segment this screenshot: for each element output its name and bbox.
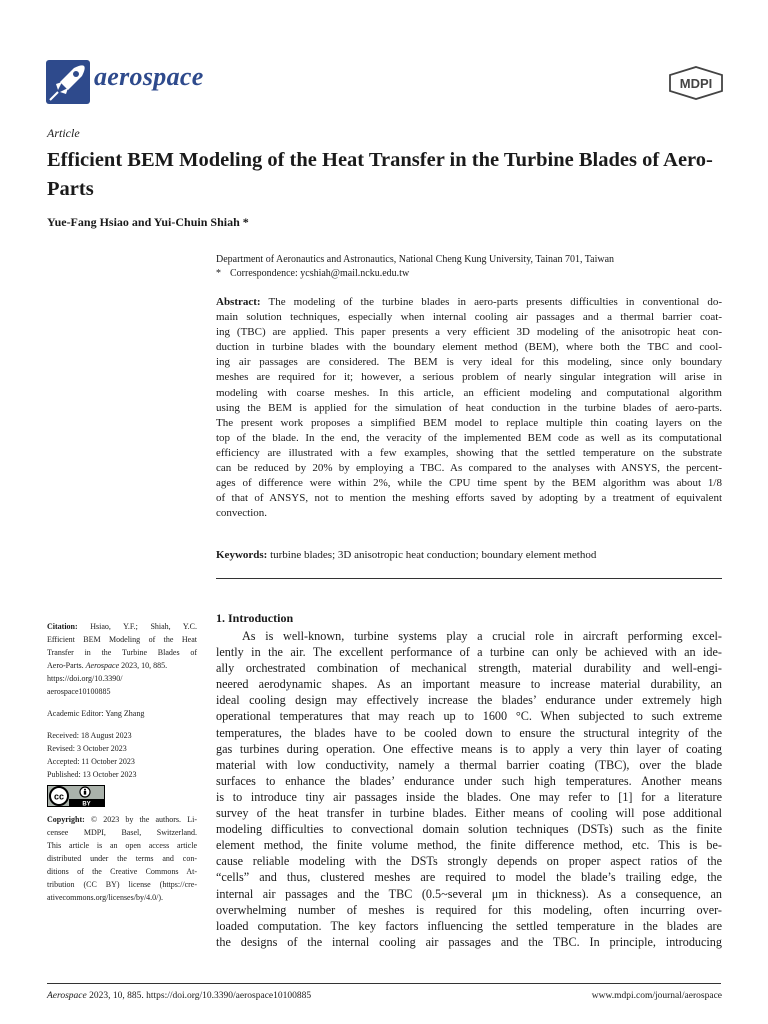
copyright-block: Copyright: © 2023 by the authors. Li- censee MDPI, Basel, Switzerland. This article is an open access article distributed under the terms and con- ditions of the Creative Commons At- tribution (CC BY) license (https://cre- ativecommons.org/licenses/by/4.0/). [47, 815, 197, 902]
body-line: operational temperatures that may reach up to 1600 °C. When subjected to such extreme [216, 709, 722, 724]
abstract-line: modeling with coarse meshes. In this article, an efficient modeling and computational algorithm [216, 386, 722, 399]
abstract-line: meshes are required for it; however, a serious problem of nearly singular integration will arise in [216, 371, 722, 384]
abstract-line: efficiency are illustrated with a few examples, showing that the settled temperature on the substrate [216, 446, 722, 459]
dates-block [47, 729, 197, 781]
abstract-line: duction in turbine blades with the boundary element method (BEM), where both the TBC and cool- [216, 341, 722, 354]
abstract-line: can be reduced by 20% by employing a TBC. As compared to the analyses with ANSYS, the percent- [216, 462, 722, 475]
body-line: gas turbines during operation. One effective means is to apply a very thin layer of coating [216, 741, 722, 756]
body-line: overwhelming number of meshes is required for this modeling, often incurring over- [216, 902, 722, 917]
body-line: material with low conductivity, namely a thermal barrier coating (TBC), over the blade [216, 757, 722, 772]
author-list: Yue-Fang Hsiao and Yui-Chuin Shiah * [47, 215, 249, 229]
mdpi-logo-icon [668, 66, 724, 100]
footer-doi-link[interactable]: 2023, 10, 885. https://doi.org/10.3390/aerospace10100885 [89, 991, 312, 1001]
publisher-name: MDPI [679, 76, 713, 91]
keywords-text: turbine blades; 3D anisotropic heat conduction; boundary element method [270, 549, 597, 561]
citation-doi-link[interactable]: https://doi.org/10.3390/ [47, 674, 123, 683]
body-line: is to introduce tiny air passages inside the blades. One may refer to [1] for a literature [216, 789, 722, 804]
revised-date: Revised: 3 October 2023 [47, 744, 127, 753]
abstract-line: main solution techniques, especially when internal cooling air passages and a thermal barrier coat- [216, 311, 722, 324]
body-line: neered aerodynamic shapes. As an important measure to increase material durability, an [216, 677, 722, 692]
body-line: ally orchestrated combination of mechanical strength, material durability and well-engi- [216, 661, 722, 676]
article-info-sidebar [47, 620, 197, 913]
journal-name: aerospace [94, 62, 204, 91]
license-link[interactable]: ativecommons.org/licenses/by/4.0/). [47, 893, 164, 902]
body-line: As is well-known, turbine systems play a crucial role in aircraft performing excel- [242, 629, 722, 643]
academic-editor: Academic Editor: Yang Zhang [47, 709, 145, 718]
footer-journal-url[interactable]: www.mdpi.com/journal/aerospace [591, 991, 722, 1001]
abstract [216, 295, 722, 521]
abstract-label: Abstract: [216, 296, 261, 308]
article-type: Article [47, 126, 80, 140]
footer-citation [47, 991, 311, 1001]
body-line: survey of the heat transfer in turbine blades. Either means of cooling will pose additional [216, 806, 722, 821]
copyright-label: Copyright: [47, 815, 85, 824]
abstract-line: convection. [216, 507, 268, 520]
body-line: loaded computation. The key factors influencing the settled temperature in the blades are [216, 918, 722, 933]
abstract-line: ing air passages are considered. The BEM is very ideal for this modeling, since only boundary [216, 356, 722, 369]
abstract-line: ages of difference were within 2%, while the CPU time spent by the BEM algorithm was about 1/8 [216, 477, 722, 490]
body-line: modeling difficulties to convectional domain solution techniques (DSTs) such as the finite [216, 822, 722, 837]
citation-label: Citation: [47, 622, 78, 631]
correspondence-mark: * [216, 268, 221, 279]
section-divider [216, 578, 722, 579]
abstract-line: The present work proposes a simplified BEM model to replace multiple thin coating layers on the [216, 416, 722, 429]
rocket-logo-icon [46, 60, 90, 104]
abstract-line: using the BEM is applied for the simulation of heat conduction in the turbine blades of aero-parts. [216, 401, 722, 414]
section-heading: 1. Introduction [216, 611, 294, 625]
body-line: element method, the finite volume method, the finite difference method, etc. This is be- [216, 838, 722, 853]
body-line: surfaces to enhance the blades’ endurance under such high temperatures. Another means [216, 773, 722, 788]
cc-by-license-icon[interactable] [47, 785, 105, 807]
affiliation: Department of Aeronautics and Astronautics, National Cheng Kung University, Tainan 701, Taiwan [216, 254, 615, 265]
correspondence [216, 267, 409, 281]
introduction-body [216, 628, 722, 950]
keywords-label: Keywords: [216, 549, 268, 561]
keywords [216, 548, 722, 563]
footer-journal: Aerospace [47, 991, 87, 1001]
body-line: cause reliable modeling with the DSTs strongly depends on proper aspect ratios of the [216, 854, 722, 869]
received-date: Received: 18 August 2023 [47, 731, 132, 740]
abstract-line: ing (TBC) are applied. This paper presents a very efficient 3D modeling of the anisotropic heat con- [216, 326, 722, 339]
body-line: “cells” and thus, clustered meshes are required to model the blade’s trailing edge, the [216, 870, 722, 885]
cc-badge-text: BY [82, 801, 91, 807]
accepted-date: Accepted: 11 October 2023 [47, 757, 135, 766]
correspondence-text: Correspondence: ycshiah@mail.ncku.edu.tw [230, 268, 410, 279]
body-line: internal air passages and the TBC (0.5~several μm in thickness). As a consequence, an [216, 886, 722, 901]
published-date: Published: 13 October 2023 [47, 770, 137, 779]
citation-block: Citation: Hsiao, Y.F.; Shiah, Y.C. Efficient BEM Modeling of the Heat Transfer in the Turbine Blades of Aero-Parts. Aerospace 2023, 10, 885. https://doi.org/10.3390/ aerospace10100885 [47, 622, 197, 696]
abstract-line: top of the blade. In the end, the veracity of the implemented BEM code as well as its computational [216, 431, 722, 444]
body-line: lently in the air. The excellent performance of a turbine can only be achieved with an ide- [216, 645, 722, 660]
abstract-line: Abstract: The modeling of the turbine blades in aero-parts presents difficulties in conventional do- [216, 296, 722, 308]
body-line: ideal cooling design may effectively increase the blades’ endurance under extremely high [216, 693, 722, 708]
svg-text:cc: cc [53, 791, 65, 802]
paper-title: Efficient BEM Modeling of the Heat Transfer in the Turbine Blades of Aero-Parts [47, 149, 713, 200]
footer-divider [47, 983, 721, 984]
body-line: temperatures, the blades have to be cooled down to ensure the structural integrity of the [216, 725, 722, 740]
abstract-line: of that of ANSYS, not to mention the meshing efforts saved by adopting by a treatment of equivalent [216, 492, 722, 505]
body-line: the designs of the internal cooling air passages and the TBC. In principle, introducing [216, 934, 722, 949]
